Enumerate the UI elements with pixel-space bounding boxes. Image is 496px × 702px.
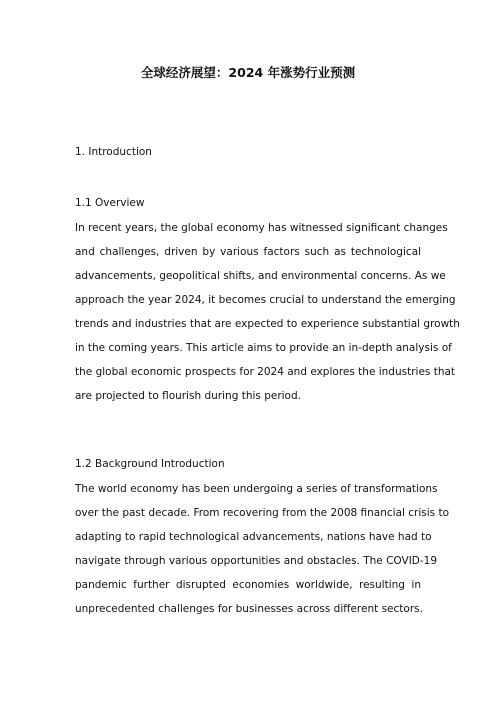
paragraph-line: the global economic prospects for 2024 and explores the industries that: [75, 366, 456, 378]
paragraph-line: and challenges, driven by various factors such as technological: [75, 246, 421, 258]
document-title: 全球经济展望：2024 年涨势行业预测: [140, 65, 356, 80]
paragraph-line: over the past decade. From recovering from the 2008 financial crisis to: [75, 507, 450, 519]
paragraph-line: adapting to rapid technological advancements, nations have had to: [75, 531, 432, 543]
paragraph-line: in the coming years. This article aims to provide an in-depth analysis of: [75, 342, 452, 354]
section-heading-background: 1.2 Background Introduction: [75, 458, 225, 470]
paragraph-line: In recent years, the global economy has witnessed significant changes: [75, 222, 448, 234]
background-paragraph: [75, 477, 450, 621]
paragraph-line: The world economy has been undergoing a series of transformations: [75, 483, 438, 495]
paragraph-line: are projected to flourish during this period.: [75, 390, 301, 402]
paragraph-line: unprecedented challenges for businesses across different sectors.: [75, 603, 423, 615]
paragraph-line: pandemic further disrupted economies worldwide, resulting in: [75, 579, 421, 591]
paragraph-line: trends and industries that are expected to experience substantial growth: [75, 318, 460, 330]
paragraph-line: approach the year 2024, it becomes crucial to understand the emerging: [75, 294, 456, 306]
section-heading-introduction: 1. Introduction: [75, 146, 152, 158]
overview-paragraph: [75, 216, 460, 408]
paragraph-line: advancements, geopolitical shifts, and environmental concerns. As we: [75, 270, 446, 282]
paragraph-line: navigate through various opportunities and obstacles. The COVID-19: [75, 555, 438, 567]
section-heading-overview: 1.1 Overview: [75, 197, 145, 209]
